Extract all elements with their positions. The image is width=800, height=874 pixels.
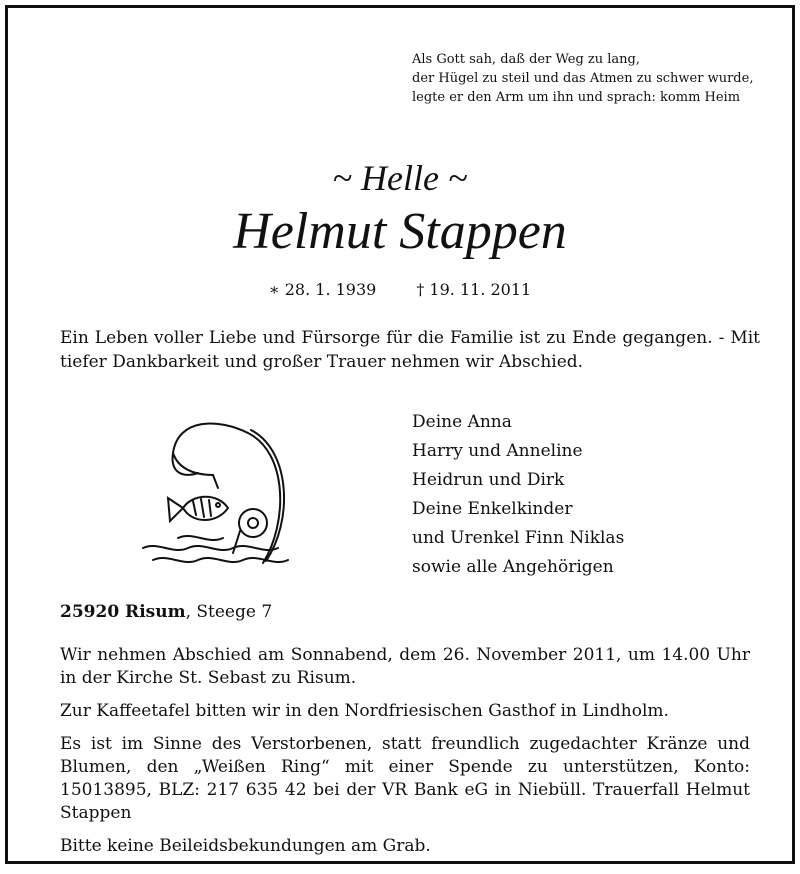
family-member: Deine Anna [412,412,512,432]
death-date: † 19. 11. 2011 [416,280,532,299]
obituary-notice [5,5,795,864]
family-member: und Urenkel Finn Niklas [412,528,625,548]
family-member: Heidrun und Dirk [412,470,565,490]
verse-line: legte er den Arm um ihn und sprach: komm Heim [412,90,741,105]
reception-paragraph: Zur Kaffeetafel bitten wir in den Nordfriesischen Gasthof in Lindholm. [60,701,669,721]
address-place: 25920 Risum [60,602,186,622]
funeral-details [60,644,750,868]
family-list [412,408,752,582]
family-member: sowie alle Angehörigen [412,557,614,577]
nickname: ~ Helle ~ [332,158,468,198]
verse-line: der Hügel zu steil und das Atmen zu schwer wurde, [412,71,754,86]
fishing-rod-fish-icon [138,413,308,578]
address-street: , Steege 7 [185,602,273,622]
donation-paragraph: Es ist im Sinne des Verstorbenen, statt freundlich zugedachter Kränze und Blumen, den „Weißen Ring“ mit einer Spende zu unterstützen, Konto: 15013895, BLZ: 217 635 42 bei der VR Bank eG in Niebüll. Trauerfall Helmut Stappen [60,734,750,823]
condolence-paragraph: Bitte keine Beileidsbekundungen am Grab. [60,836,431,856]
verse-line: Als Gott sah, daß der Weg zu lang, [412,52,640,67]
family-member: Deine Enkelkinder [412,499,573,519]
family-member: Harry und Anneline [412,441,583,461]
verse-quote [412,50,772,107]
address [60,600,272,624]
life-dates [8,279,792,301]
intro-text: Ein Leben voller Liebe und Fürsorge für die Familie ist zu Ende gegangen. - Mit tiefer Dankbarkeit und großer Trauer nehmen wir Abschied. [60,328,760,372]
service-paragraph: Wir nehmen Abschied am Sonnabend, dem 26. November 2011, um 14.00 Uhr in der Kirche St. Sebast zu Risum. [60,645,750,688]
birth-date: ∗ 28. 1. 1939 [268,280,377,299]
deceased-name: Helmut Stappen [233,203,567,260]
